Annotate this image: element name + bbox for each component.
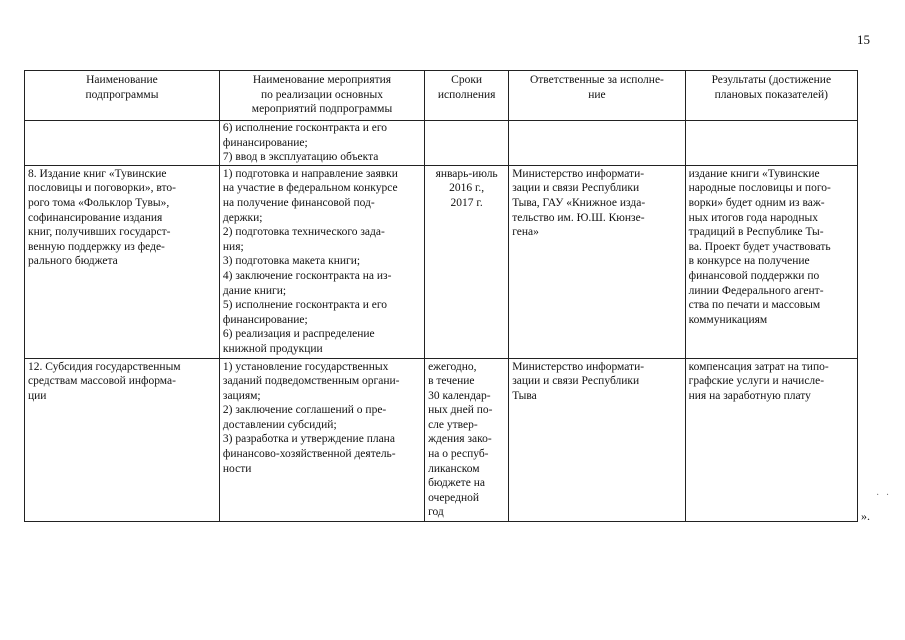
cell-text-line: 8. Издание книг «Тувинские [28, 167, 167, 180]
cell-text-line: 2) подготовка технического зада- [222, 226, 385, 239]
cell-text-line: тельство им. Ю.Ш. Кюнзе- [512, 211, 645, 224]
cell-text-line: Министерство информати- [512, 167, 645, 180]
cell-text-line: книжной продукции [222, 342, 323, 355]
cell-text-line: ности [222, 462, 252, 475]
cell-responsible [509, 358, 685, 522]
cell-text-line: венную поддержку из феде- [28, 240, 165, 253]
cell-text-line: ния; [222, 240, 244, 253]
table-row [25, 358, 858, 522]
cell-text-line: очередной [428, 491, 480, 504]
cell-text-line: ства по печати и массовым [688, 299, 821, 312]
cell-text-line: плановых показателей) [714, 88, 829, 101]
cell-text-line: народные пословицы и пого- [688, 182, 831, 195]
cell-text-line: средствам массовой информа- [28, 375, 176, 388]
cell-text-line: компенсация затрат на типо- [688, 360, 829, 373]
cell-text-line: Тыва [512, 389, 537, 402]
header-responsible [509, 71, 685, 121]
cell-program [25, 358, 220, 522]
cell-text-line: 3) разработка и утверждение плана [222, 433, 395, 446]
cell-text-line: зации и связи Республики [512, 182, 640, 195]
cell-text-line: традиций в Республике Ты- [688, 226, 824, 239]
cell-text-line: Тыва, ГАУ «Книжное изда- [512, 196, 646, 209]
cell-text-line: Наименование мероприятия [252, 74, 392, 86]
cell-activity [219, 165, 424, 358]
cell-text-line: ва. Проект будет участвовать [688, 240, 831, 253]
cell-term [425, 121, 509, 166]
cell-text-line: Наименование [86, 74, 158, 86]
cell-text-line: ние [588, 88, 606, 101]
cell-text-line: 5) исполнение госконтракта и его [222, 299, 388, 312]
cell-term [425, 165, 509, 358]
cell-result [685, 165, 857, 358]
table-row [25, 121, 858, 166]
cell-text-line: 6) исполнение госконтракта и его [222, 122, 388, 134]
cell-activity [219, 358, 424, 522]
cell-text-line: ных дней по- [428, 404, 493, 417]
cell-text-line: 7) ввод в эксплуатацию объекта [222, 151, 379, 164]
cell-text-line: софинансирование издания [28, 211, 163, 224]
cell-text-line: бюджете на [428, 477, 485, 490]
cell-text-line: 3) подготовка макета книги; [222, 255, 361, 268]
cell-responsible [509, 121, 685, 166]
header-activity [219, 71, 424, 121]
cell-text-line: по реализации основных [261, 88, 383, 101]
cell-term [425, 358, 509, 522]
cell-text-line: 2017 г. [450, 196, 483, 209]
cell-text-line: ния на заработную плату [688, 389, 811, 402]
cell-text-line: 2) заключение соглашений о пре- [222, 404, 387, 417]
cell-text-line: на о респуб- [428, 448, 489, 461]
table-row [25, 165, 858, 358]
cell-program [25, 165, 220, 358]
cell-text-line: исполнения [437, 88, 496, 101]
cell-text-line: в конкурсе на получение [688, 255, 810, 268]
header-term [425, 71, 509, 121]
cell-text-line: финансирование; [222, 136, 308, 149]
cell-result [685, 358, 857, 522]
header-subprogram [25, 71, 220, 121]
cell-text-line: издание книги «Тувинские [688, 167, 820, 180]
cell-text-line: коммуникациям [688, 313, 768, 326]
scan-artifact-mark: · · [876, 490, 892, 501]
cell-text-line: 4) заключение госконтракта на из- [222, 269, 392, 282]
cell-text-line: в течение [428, 375, 475, 388]
cell-text-line: финансовой поддержки по [688, 269, 820, 282]
cell-text-line: на получение финансовой под- [222, 196, 375, 209]
cell-text-line: ворки» будет одним из важ- [688, 196, 825, 209]
cell-responsible [509, 165, 685, 358]
cell-text-line: ежегодно, [428, 360, 477, 373]
cell-text-line: зации и связи Республики [512, 375, 640, 388]
cell-text-line: 30 календар- [428, 389, 491, 402]
cell-text-line: линии Федерального агент- [688, 284, 824, 297]
header-results [685, 71, 857, 121]
cell-text-line: финансово-хозяйственной деятель- [222, 448, 396, 461]
cell-text-line: 1) установление государственных [222, 360, 389, 373]
cell-text-line: рого тома «Фольклор Тувы», [28, 196, 170, 209]
cell-text-line: подпрограммы [85, 88, 159, 101]
cell-text-line: 12. Субсидия государственным [28, 360, 181, 373]
cell-text-line: Министерство информати- [512, 360, 645, 373]
cell-text-line: ных итогов года народных [688, 211, 818, 224]
cell-activity [219, 121, 424, 166]
cell-text-line: мероприятий подпрограммы [251, 103, 393, 116]
closing-quote-mark: ». [861, 509, 870, 523]
cell-text-line: пословицы и поговорки», вто- [28, 182, 176, 195]
cell-text-line: 6) реализация и распределение [222, 328, 375, 341]
cell-text-line: год [428, 506, 444, 519]
cell-text-line: ции [28, 389, 47, 402]
cell-text-line: графские услуги и начисле- [688, 375, 825, 388]
cell-text-line: дание книги; [222, 284, 287, 297]
cell-text-line: зациям; [222, 389, 261, 402]
cell-text-line: на участие в федеральном конкурсе [222, 182, 398, 195]
cell-text-line: заданий подведомственным органи- [222, 375, 400, 388]
cell-text-line: ликанском [428, 462, 480, 475]
cell-text-line: 1) подготовка и направление заявки [222, 167, 398, 180]
cell-text-line: сле утвер- [428, 418, 478, 431]
cell-text-line: держки; [222, 211, 263, 224]
cell-text-line: ждения зако- [428, 433, 492, 446]
cell-text-line: гена» [512, 226, 539, 239]
cell-text-line: книг, получивших государст- [28, 226, 171, 239]
program-table [24, 70, 858, 522]
cell-result [685, 121, 857, 166]
cell-text-line: финансирование; [222, 313, 308, 326]
cell-text-line: 2016 г., [449, 182, 485, 195]
table-header-row [25, 71, 858, 121]
cell-text-line: рального бюджета [28, 255, 118, 268]
cell-text-line: Ответственные за исполне- [529, 74, 664, 86]
cell-program [25, 121, 220, 166]
cell-text-line: доставлении субсидий; [222, 418, 337, 431]
cell-text-line: Сроки [451, 74, 483, 86]
cell-text-line: Результаты (достижение [711, 74, 832, 86]
cell-text-line: январь-июль [435, 167, 498, 180]
page-number: 15 [857, 32, 870, 47]
